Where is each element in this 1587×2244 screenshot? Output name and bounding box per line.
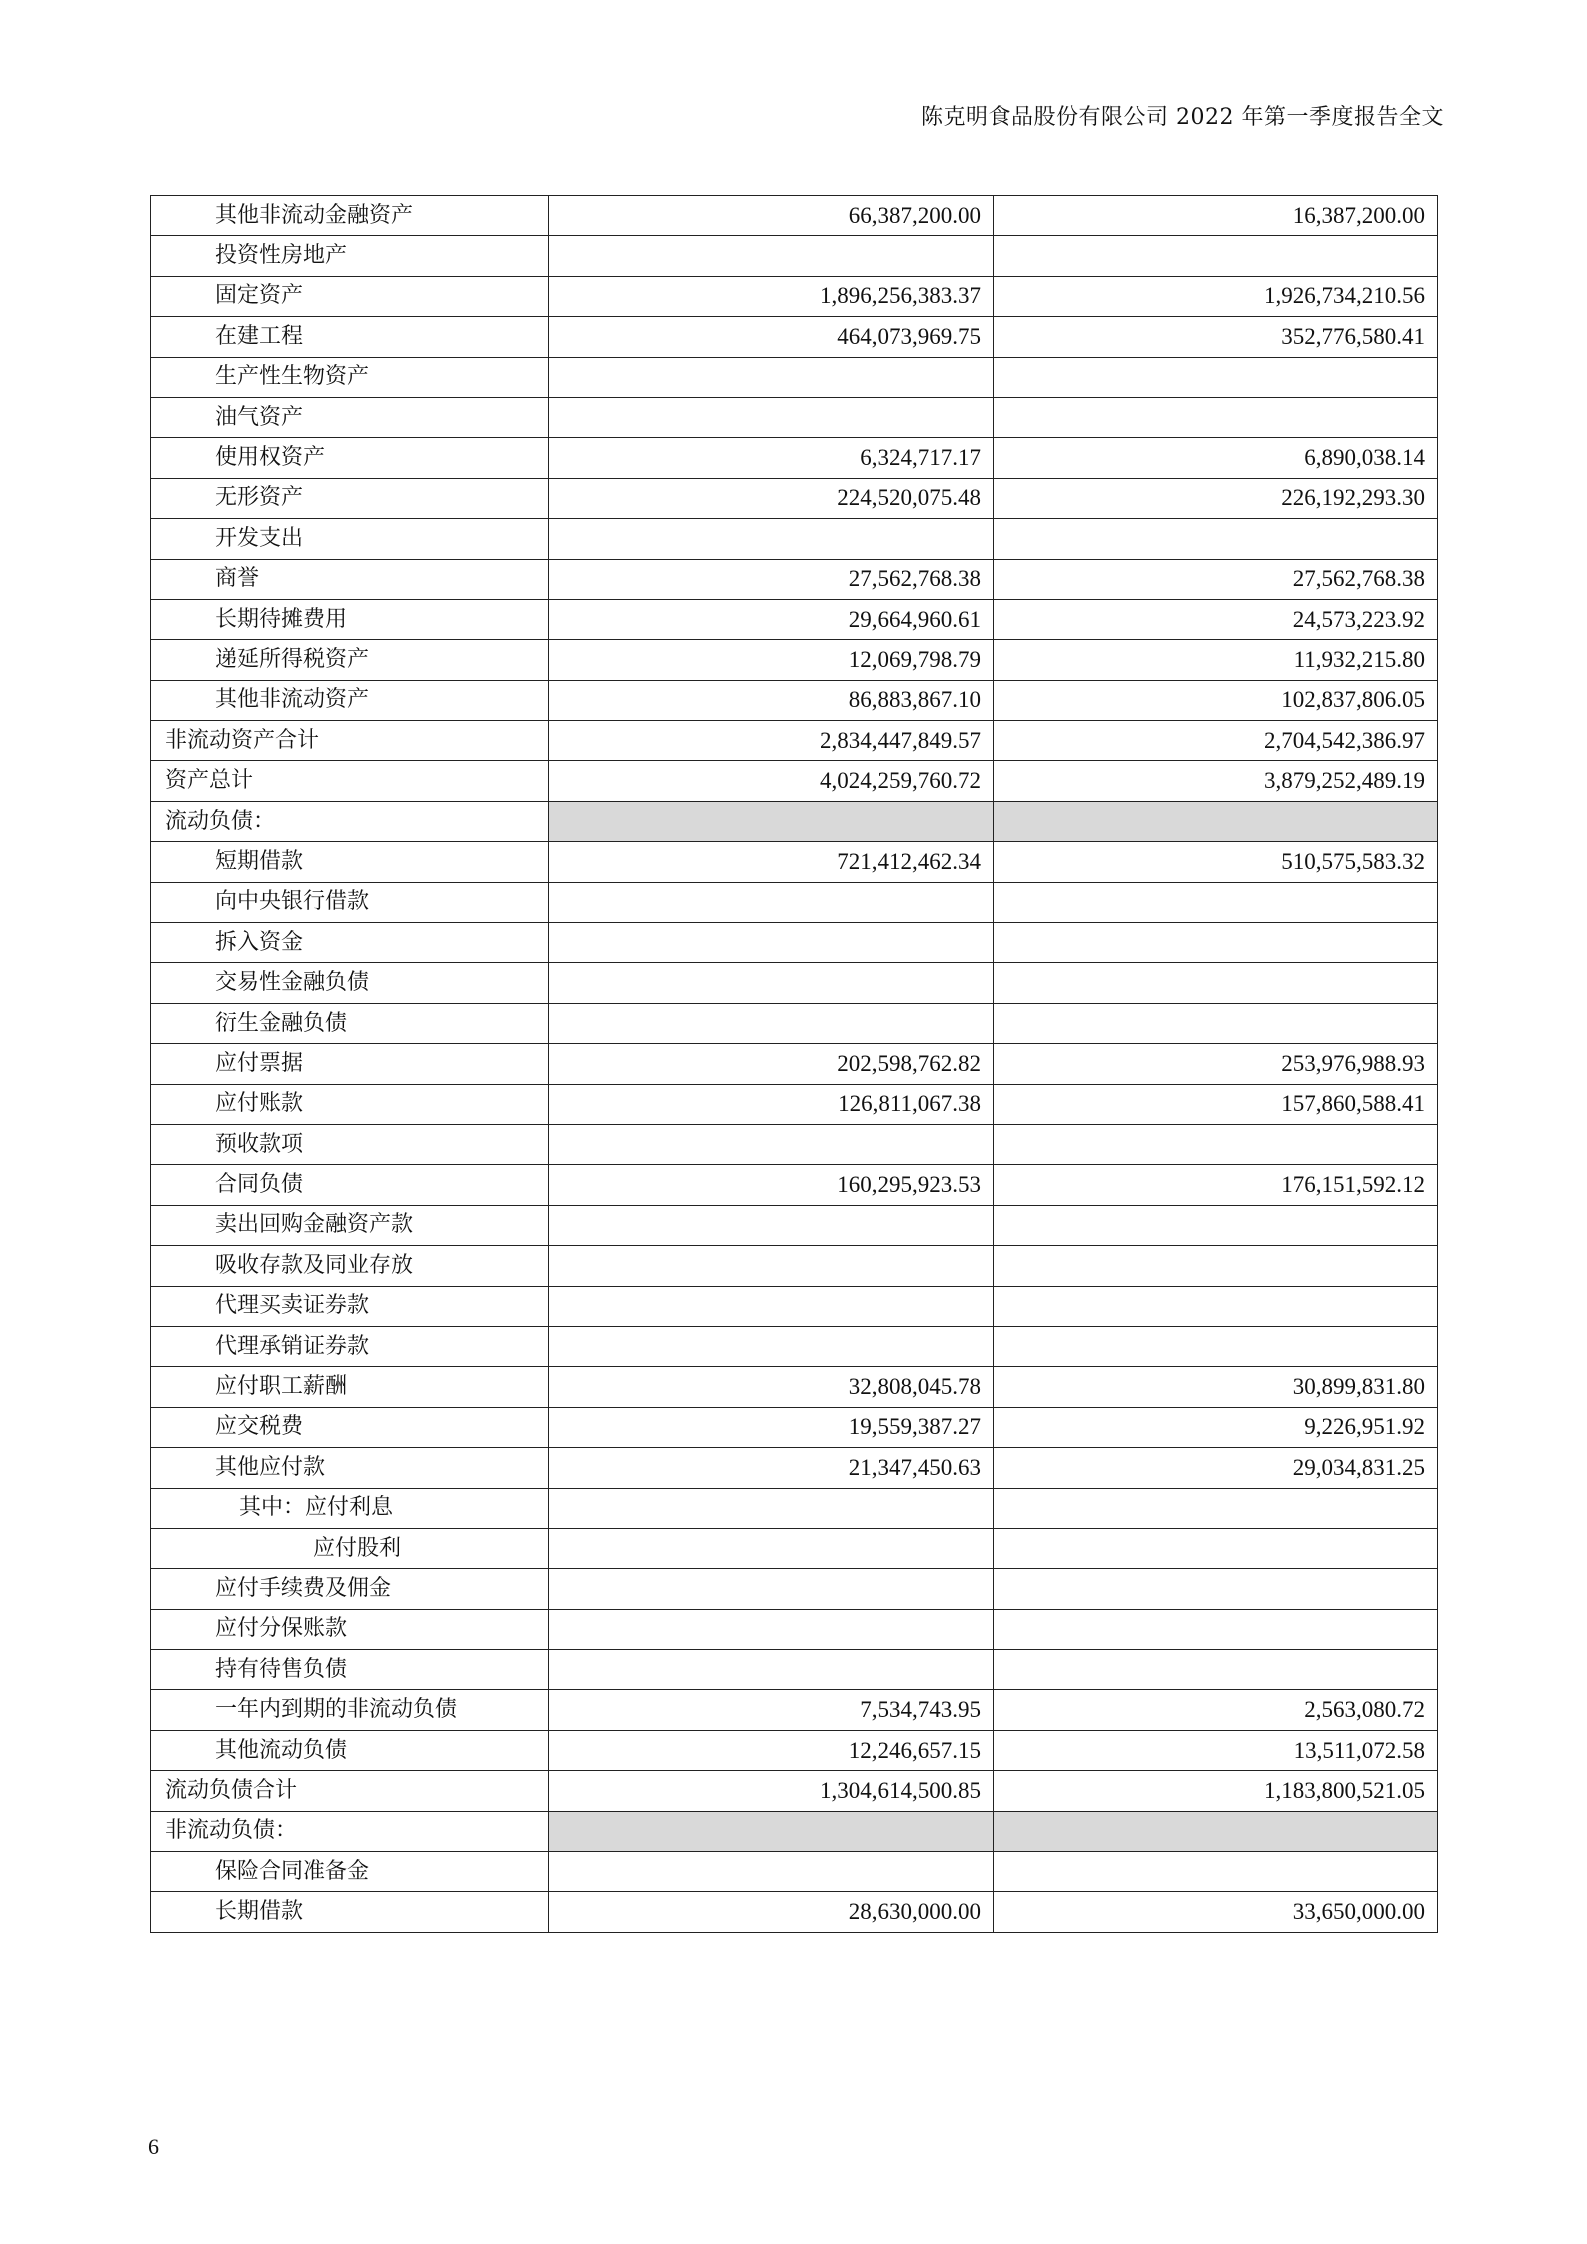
row-label: 吸收存款及同业存放 [151, 1246, 549, 1286]
table-row [151, 599, 1438, 639]
period-end-value [549, 1650, 994, 1690]
row-label: 其他流动负债 [151, 1730, 549, 1770]
table-row [151, 357, 1438, 397]
period-end-value: 12,246,657.15 [549, 1730, 994, 1770]
row-label: 应付手续费及佣金 [151, 1569, 549, 1609]
table-row [151, 680, 1438, 720]
row-label: 非流动负债： [151, 1811, 549, 1851]
prior-year-end-value: 33,650,000.00 [994, 1892, 1438, 1932]
prior-year-end-value: 29,034,831.25 [994, 1448, 1438, 1488]
row-label: 代理买卖证券款 [151, 1286, 549, 1326]
table-row [151, 1730, 1438, 1770]
prior-year-end-value [994, 923, 1438, 963]
prior-year-end-value: 226,192,293.30 [994, 478, 1438, 518]
table-row [151, 1044, 1438, 1084]
row-label: 拆入资金 [151, 923, 549, 963]
row-label: 应付账款 [151, 1084, 549, 1124]
prior-year-end-value: 11,932,215.80 [994, 640, 1438, 680]
table-row [151, 1448, 1438, 1488]
table-row [151, 640, 1438, 680]
table-row [151, 1326, 1438, 1366]
period-end-value: 27,562,768.38 [549, 559, 994, 599]
table-row [151, 1084, 1438, 1124]
table-row [151, 1609, 1438, 1649]
table-row [151, 1246, 1438, 1286]
table-row [151, 963, 1438, 1003]
row-label: 一年内到期的非流动负债 [151, 1690, 549, 1730]
row-label: 应付票据 [151, 1044, 549, 1084]
row-label: 代理承销证券款 [151, 1326, 549, 1366]
period-end-value: 1,304,614,500.85 [549, 1771, 994, 1811]
table-row [151, 882, 1438, 922]
period-end-value: 160,295,923.53 [549, 1165, 994, 1205]
period-end-value: 21,347,450.63 [549, 1448, 994, 1488]
period-end-value [549, 1205, 994, 1245]
table-row [151, 1205, 1438, 1245]
prior-year-end-value [994, 519, 1438, 559]
row-label: 使用权资产 [151, 438, 549, 478]
period-end-value: 1,896,256,383.37 [549, 276, 994, 316]
period-end-value: 6,324,717.17 [549, 438, 994, 478]
prior-year-end-value: 1,183,800,521.05 [994, 1771, 1438, 1811]
table-row [151, 1367, 1438, 1407]
period-end-value: 464,073,969.75 [549, 317, 994, 357]
balance-sheet-body [151, 196, 1438, 1933]
prior-year-end-value: 16,387,200.00 [994, 196, 1438, 236]
table-row [151, 317, 1438, 357]
period-end-value [549, 1852, 994, 1892]
prior-year-end-value: 2,563,080.72 [994, 1690, 1438, 1730]
period-end-value [549, 1286, 994, 1326]
prior-year-end-value: 24,573,223.92 [994, 599, 1438, 639]
row-label: 向中央银行借款 [151, 882, 549, 922]
period-end-value: 7,534,743.95 [549, 1690, 994, 1730]
table-row [151, 1488, 1438, 1528]
period-end-value [549, 1246, 994, 1286]
period-end-value: 4,024,259,760.72 [549, 761, 994, 801]
row-label: 短期借款 [151, 842, 549, 882]
period-end-value: 126,811,067.38 [549, 1084, 994, 1124]
row-label: 流动负债合计 [151, 1771, 549, 1811]
prior-year-end-value [994, 236, 1438, 276]
prior-year-end-value [994, 1569, 1438, 1609]
period-end-value: 12,069,798.79 [549, 640, 994, 680]
row-label: 其他非流动金融资产 [151, 196, 549, 236]
prior-year-end-value [994, 1246, 1438, 1286]
prior-year-end-value [994, 963, 1438, 1003]
row-label: 资产总计 [151, 761, 549, 801]
table-row [151, 721, 1438, 761]
period-end-value: 86,883,867.10 [549, 680, 994, 720]
prior-year-end-value: 1,926,734,210.56 [994, 276, 1438, 316]
prior-year-end-value: 2,704,542,386.97 [994, 721, 1438, 761]
period-end-value [549, 397, 994, 437]
prior-year-end-value: 510,575,583.32 [994, 842, 1438, 882]
table-row [151, 196, 1438, 236]
row-label: 开发支出 [151, 519, 549, 559]
table-row [151, 1569, 1438, 1609]
row-label: 持有待售负债 [151, 1650, 549, 1690]
row-label: 在建工程 [151, 317, 549, 357]
table-row [151, 1852, 1438, 1892]
row-label: 合同负债 [151, 1165, 549, 1205]
period-end-value: 32,808,045.78 [549, 1367, 994, 1407]
row-label: 其他非流动资产 [151, 680, 549, 720]
table-row [151, 1528, 1438, 1568]
prior-year-end-value [994, 882, 1438, 922]
period-end-value [549, 1528, 994, 1568]
row-label: 其中：应付利息 [151, 1488, 549, 1528]
period-end-value: 2,834,447,849.57 [549, 721, 994, 761]
prior-year-end-value [994, 1205, 1438, 1245]
period-end-value [549, 1003, 994, 1043]
table-row [151, 438, 1438, 478]
period-end-value: 202,598,762.82 [549, 1044, 994, 1084]
prior-year-end-value: 176,151,592.12 [994, 1165, 1438, 1205]
period-end-value [549, 1488, 994, 1528]
page-number: 6 [148, 2134, 159, 2159]
prior-year-end-value: 352,776,580.41 [994, 317, 1438, 357]
table-row [151, 1003, 1438, 1043]
row-label: 应付股利 [151, 1528, 549, 1568]
row-label: 流动负债： [151, 801, 549, 841]
table-row [151, 1892, 1438, 1932]
prior-year-end-value: 253,976,988.93 [994, 1044, 1438, 1084]
table-row [151, 1771, 1438, 1811]
period-end-value: 66,387,200.00 [549, 196, 994, 236]
period-end-value [549, 1609, 994, 1649]
table-row [151, 1650, 1438, 1690]
period-end-value [549, 1569, 994, 1609]
period-end-value: 28,630,000.00 [549, 1892, 994, 1932]
period-end-value [549, 963, 994, 1003]
prior-year-end-value [994, 1852, 1438, 1892]
row-label: 固定资产 [151, 276, 549, 316]
table-row [151, 397, 1438, 437]
period-end-value: 224,520,075.48 [549, 478, 994, 518]
row-label: 递延所得税资产 [151, 640, 549, 680]
period-end-value: 29,664,960.61 [549, 599, 994, 639]
prior-year-end-value: 3,879,252,489.19 [994, 761, 1438, 801]
row-label: 应付分保账款 [151, 1609, 549, 1649]
period-end-value [549, 1326, 994, 1366]
row-label: 应交税费 [151, 1407, 549, 1447]
balance-sheet-table [150, 195, 1438, 1933]
prior-year-end-value: 30,899,831.80 [994, 1367, 1438, 1407]
prior-year-end-value [994, 1609, 1438, 1649]
table-row [151, 923, 1438, 963]
table-row [151, 276, 1438, 316]
table-row [151, 478, 1438, 518]
prior-year-end-value: 6,890,038.14 [994, 438, 1438, 478]
period-end-value: 721,412,462.34 [549, 842, 994, 882]
table-row [151, 842, 1438, 882]
table-row [151, 1124, 1438, 1164]
row-label: 长期借款 [151, 1892, 549, 1932]
prior-year-end-value: 157,860,588.41 [994, 1084, 1438, 1124]
row-label: 保险合同准备金 [151, 1852, 549, 1892]
prior-year-end-value [994, 1286, 1438, 1326]
row-label: 投资性房地产 [151, 236, 549, 276]
prior-year-end-value [994, 1488, 1438, 1528]
row-label: 卖出回购金融资产款 [151, 1205, 549, 1245]
table-row [151, 1286, 1438, 1326]
table-row [151, 1407, 1438, 1447]
row-label: 生产性生物资产 [151, 357, 549, 397]
period-end-value: 19,559,387.27 [549, 1407, 994, 1447]
prior-year-end-value: 13,511,072.58 [994, 1730, 1438, 1770]
prior-year-end-value: 102,837,806.05 [994, 680, 1438, 720]
row-label: 油气资产 [151, 397, 549, 437]
prior-year-end-value [994, 1811, 1438, 1851]
row-label: 其他应付款 [151, 1448, 549, 1488]
table-row [151, 236, 1438, 276]
prior-year-end-value [994, 1528, 1438, 1568]
row-label: 应付职工薪酬 [151, 1367, 549, 1407]
period-end-value [549, 357, 994, 397]
section-header-row [151, 1811, 1438, 1851]
period-end-value [549, 923, 994, 963]
page-header-title: 陈克明食品股份有限公司 2022 年第一季度报告全文 [921, 105, 1444, 130]
row-label: 长期待摊费用 [151, 599, 549, 639]
prior-year-end-value [994, 1326, 1438, 1366]
prior-year-end-value [994, 1003, 1438, 1043]
table-row [151, 519, 1438, 559]
row-label: 非流动资产合计 [151, 721, 549, 761]
table-row [151, 761, 1438, 801]
prior-year-end-value [994, 357, 1438, 397]
period-end-value [549, 236, 994, 276]
prior-year-end-value: 27,562,768.38 [994, 559, 1438, 599]
section-header-row [151, 801, 1438, 841]
row-label: 无形资产 [151, 478, 549, 518]
table-row [151, 1690, 1438, 1730]
period-end-value [549, 1124, 994, 1164]
prior-year-end-value: 9,226,951.92 [994, 1407, 1438, 1447]
row-label: 衍生金融负债 [151, 1003, 549, 1043]
table-row [151, 1165, 1438, 1205]
row-label: 交易性金融负债 [151, 963, 549, 1003]
row-label: 预收款项 [151, 1124, 549, 1164]
row-label: 商誉 [151, 559, 549, 599]
prior-year-end-value [994, 1650, 1438, 1690]
prior-year-end-value [994, 1124, 1438, 1164]
table-row [151, 559, 1438, 599]
period-end-value [549, 519, 994, 559]
prior-year-end-value [994, 397, 1438, 437]
period-end-value [549, 1811, 994, 1851]
period-end-value [549, 801, 994, 841]
period-end-value [549, 882, 994, 922]
prior-year-end-value [994, 801, 1438, 841]
